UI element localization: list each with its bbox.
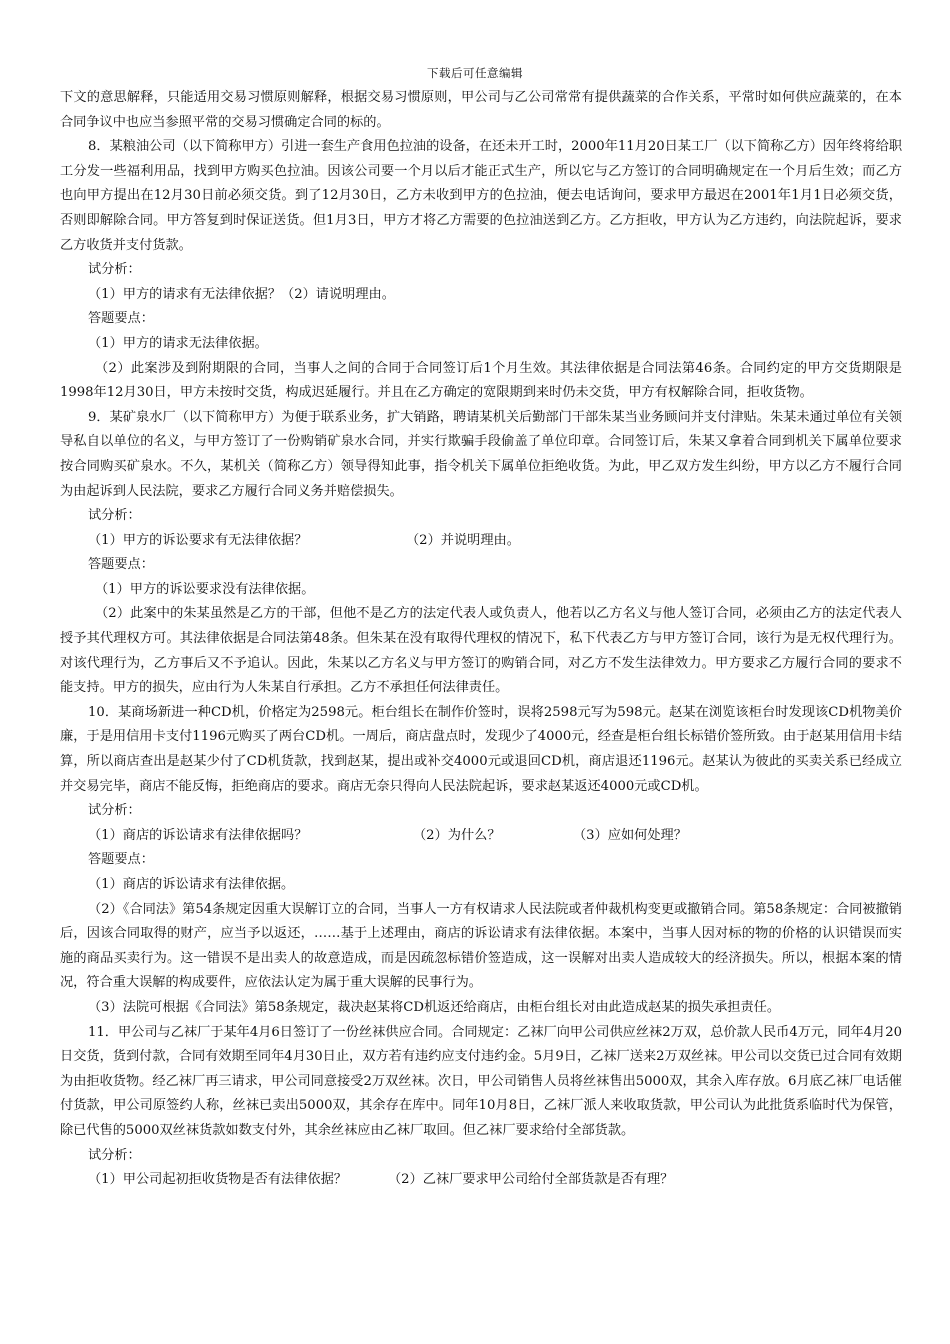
case-9-question-1: （1）甲方的诉讼要求有无法律依据？ <box>88 532 308 548</box>
case-8-answer-label: 答题要点： <box>88 311 154 327</box>
case-11-question-2: （2）乙袜厂要求甲公司给付全部货款是否有理？ <box>388 1172 674 1188</box>
case-10-question-3: （3）应如何处理？ <box>573 827 687 843</box>
case-9-questions <box>60 529 902 554</box>
page-header: 下载后可任意编辑 <box>427 66 523 80</box>
case-11-text: 11．甲公司与乙袜厂于某年4月6日签订了一份丝袜供应合同。合同规定：乙袜厂向甲公司供应丝袜2万双，总价款人民币4万元，同年4月20日交货，货到付款，合同有效期至同年4月30日止，双方若有违约应支付违约金。5月9日，乙袜厂送来2万双丝袜。甲公司以交货已过合同有效期为由拒收货物。经乙袜厂再三请求，甲公司同意接受2万双丝袜。次日，甲公司销售人员将丝袜售出5000双，其余入库存放。6月底乙袜厂电话催付货款，甲公司原签约人称，丝袜已卖出5000双，其余存在库中。同年10月8日，乙袜厂派人来收取货款，甲公司认为此批货系临时代为保管，除已代售的5000双丝袜货款如数支付外，其余丝袜应由乙袜厂取回。但乙袜厂要求给付全部货款。 <box>60 1024 903 1138</box>
case-9-answer-1: （1）甲方的诉讼要求没有法律依据。 <box>95 581 315 597</box>
case-11-analysis-label: 试分析： <box>88 1147 141 1163</box>
case-11-questions <box>60 1168 902 1193</box>
case-11-question-1: （1）甲公司起初拒收货物是否有法律依据？ <box>88 1172 347 1188</box>
case-10-answer-label: 答题要点： <box>88 852 154 868</box>
paragraph-continued: 下文的意思解释，只能适用交易习惯原则解释，根据交易习惯原则，甲公司与乙公司常常有提供蔬菜的合作关系，平常时如何供应蔬菜的，在本合同争议中也应当参照平常的交易习惯确定合同的标的。 <box>60 90 902 130</box>
case-8-answer-1: （1）甲方的请求无法律依据。 <box>88 335 268 351</box>
case-10-answer-2: （2）《合同法》第54条规定因重大误解订立的合同，当事人一方有权请求人民法院或者仲裁机构变更或撤销合同。第58条规定：合同被撤销后，因该合同取得的财产，应当予以返还，……基于上述理由，商店的诉讼请求有法律依据。本案中，当事人因对标的物的价格的认识错误而实施的商品买卖行为。这一错误不是出卖人的故意造成，而是因疏忽标错价签造成，这一误解对出卖人造成较大的经济损失。所以，根据本案的情况，符合重大误解的构成要件，应依法认定为属于重大误解的民事行为。 <box>60 901 902 991</box>
case-9-answer-2: （2）此案中的朱某虽然是乙方的干部，但他不是乙方的法定代表人或负责人，他若以乙方名义与他人签订合同，必须由乙方的法定代表人授予其代理权方可。其法律依据是合同法第48条。但朱某在没有取得代理权的情况下，私下代表乙方与甲方签订合同，该行为是无权代理行为。对该代理行为，乙方事后又不予追认。因此，朱某以乙方名义与甲方签订的购销合同，对乙方不发生法律效力。甲方要求乙方履行合同的要求不能支持。甲方的损失，应由行为人朱某自行承担。乙方不承担任何法律责任。 <box>60 606 902 696</box>
case-8-questions: （1）甲方的请求有无法律依据？（2）请说明理由。 <box>88 286 395 302</box>
case-10-questions <box>60 824 902 849</box>
case-8-text: 8．某粮油公司（以下简称甲方）引进一套生产食用色拉油的设备，在还未开工时，2000年11月20日某工厂（以下简称乙方）因年终将给职工分发一些福利用品，找到甲方购买色拉油。因该公司要一个月以后才能正式生产，所以它与乙方签订的合同明确规定在一个月后生效；而乙方也向甲方提出在12月30日前必须交货。到了12月30日，乙方未收到甲方的色拉油，便去电话询问，要求甲方最迟在2001年1月1日必须交货，否则即解除合同。甲方答复到时保证送货。但1月3日，甲方才将乙方需要的色拉油送到乙方。乙方拒收，甲方认为乙方违约，向法院起诉，要求乙方收货并支付货款。 <box>60 139 903 253</box>
case-10-answer-1: （1）商店的诉讼请求有法律依据。 <box>88 877 295 892</box>
case-10-question-1: （1）商店的诉讼请求有法律依据吗？ <box>88 827 308 843</box>
case-10-text: 10．某商场新进一种CD机，价格定为2598元。柜台组长在制作价签时，误将2598元写为598元。赵某在浏览该柜台时发现该CD机物美价廉，于是用信用卡支付1196元购买了两台CD机。一周后，商店盘点时，发现少了4000元，经查是柜台组长标错价签所致。由于赵某用信用卡结算，所以商店查出是赵某少付了CD机货款，找到赵某，提出或补交4000元或退回CD机，商店退还1196元。赵某认为彼此的买卖关系已经成立并交易完毕，商店不能反悔，拒绝商店的要求。商店无奈只得向人民法院起诉，要求赵某返还4000元或CD机。 <box>60 704 902 794</box>
case-9-analysis-label: 试分析： <box>88 508 141 524</box>
case-9-text: 9．某矿泉水厂（以下简称甲方）为便于联系业务，扩大销路，聘请某机关后勤部门干部朱某当业务顾问并支付津贴。朱某未通过单位有关领导私自以单位的名义，与甲方签订了一份购销矿泉水合同，并实行欺骗手段偷盖了单位印章。合同签订后，朱某又拿着合同到机关下属单位要求按合同购买矿泉水。不久，某机关（简称乙方）领导得知此事，指令机关下属单位拒绝收货。为此，甲乙双方发生纠纷，甲方以乙方不履行合同为由起诉到人民法院，要求乙方履行合同义务并赔偿损失。 <box>60 409 902 499</box>
case-8-analysis-label: 试分析： <box>88 262 141 278</box>
document-body <box>60 86 902 1193</box>
case-10-question-2: （2）为什么？ <box>413 827 501 843</box>
case-10-analysis-label: 试分析： <box>88 803 141 819</box>
case-9-answer-label: 答题要点： <box>88 557 154 573</box>
case-9-question-2: （2）并说明理由。 <box>406 532 520 548</box>
case-10-answer-3: （3）法院可根据《合同法》第58条规定，裁决赵某将CD机返还给商店，由柜台组长对由此造成赵某的损失承担责任。 <box>88 999 781 1015</box>
case-8-answer-2: （2）此案涉及到附期限的合同，当事人之间的合同于合同签订后1个月生效。其法律依据是合同法第46条。合同约定的甲方交货期限是1998年12月30日，甲方未按时交货，构成迟延履行。并且在乙方确定的宽限期到来时仍未交货，甲方有权解除合同，拒收货物。 <box>60 360 902 401</box>
